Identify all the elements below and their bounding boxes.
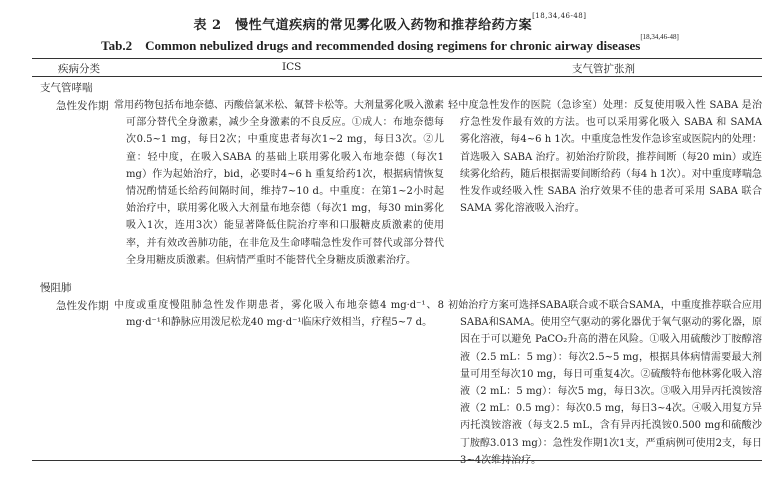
header-category: 疾病分类 (58, 63, 100, 75)
table-header-rule (32, 76, 762, 77)
group-asthma-stage: 急性发作期 (56, 100, 109, 112)
group-asthma-name: 支气管哮喘 (40, 82, 93, 94)
copd-bronchodilator-cell: 初始治疗方案可选择SABA联合或不联合SAMA，中重度推荐联合应用SABA和SAMA。使用空气驱动的雾化器优于氧气驱动的雾化器，原因在于可以避免 PaCO₂升高的潜在风险。①吸入用硫酸沙丁胺醇溶液（2.5 mL：5 mg）：每次2.5~5 mg，根据具体病情需要最大剂量可用至每次10 mg，每日可重复4次。②硫酸特布他林雾化吸入溶液（2 mL：5 mg）：每次5 mg，每日3次。③吸入用异丙托溴铵溶液（2 mL：0.5 mg）：每次0.5 mg，每日3~4次。④吸入用复方异丙托溴铵溶液（每支2.5 mL，含有异丙托溴铵0.500 mg和硫酸沙丁胺醇3.013 mg）：急性发作期1次1支，严重病例可使用2支，每日3~4次维持治疗。 (448, 300, 762, 466)
table-title-en (0, 35, 780, 54)
copd-ics-cell: 中度或重度慢阻肺急性发作期患者，雾化吸入布地奈德4 mg·d⁻¹、8 mg·d⁻¹和静脉应用泼尼松龙40 mg·d⁻¹临床疗效相当，疗程5~7 d。 (114, 300, 444, 329)
header-ics: ICS (282, 61, 302, 73)
title-en-text: Tab.2 Common nebulized drugs and recommended dosing regimens for chronic airway diseases (101, 38, 641, 53)
asthma-bronchodilator-cell: 轻中度急性发作的医院（急诊室）处理：反复使用吸入性 SABA 是治疗急性发作最有效的方法。也可以采用雾化吸入 SABA 和 SAMA 雾化溶液，每4~6 h 1次。中重度急性发作急诊室或医院内的处理：首选吸入 SABA 治疗。初始治疗阶段，推荐间断（每20 min）或连续雾化给药，随后根据需要间断给药（每4 h 1次）。对中重度哮喘急性发作或经吸入性 SABA 治疗效果不佳的患者可采用 SABA 联合 SAMA 雾化溶液吸入治疗。 (448, 100, 762, 215)
header-bronchodilator: 支气管扩张剂 (572, 63, 635, 75)
title-cn-text: 表 2 慢性气道疾病的常见雾化吸入药物和推荐给药方案 (193, 18, 533, 33)
table-title-cn (0, 14, 780, 33)
title-en-reference: [18,34,46-48] (640, 33, 679, 41)
table-top-rule (32, 58, 762, 59)
title-cn-reference: [18,34,46-48] (532, 12, 587, 20)
group-copd-stage: 急性发作期 (56, 300, 109, 312)
group-copd-name: 慢阻肺 (40, 282, 72, 294)
table-bottom-rule (32, 460, 762, 461)
asthma-ics-cell: 常用药物包括布地奈德、丙酸倍氯米松、氟替卡松等。大剂量雾化吸入激素可部分替代全身激素，减少全身激素的不良反应。①成人：布地奈德每次0.5~1 mg，每日2次；中重度患者每次1~2 mg，每日3次。②儿童：轻中度，在吸入SABA 的基础上联用雾化吸入布地奈德（每次1 mg）作为起始治疗，bid，必要时4~6 h 重复给药1次，根据病情恢复情况酌情延长给药间隔时间，维持7~10 d。中重度：在第1~2小时起始治疗中，联用雾化吸入大剂量布地奈德（每次1 mg，每30 min雾化吸入1次，连用3次）能显著降低住院治疗率和口服糖皮质激素的使用率，并有效改善肺功能，在非危及生命哮喘急性发作可替代或部分替代全身用糖皮质激素。但病情严重时不能替代全身糖皮质激素治疗。 (114, 100, 444, 266)
